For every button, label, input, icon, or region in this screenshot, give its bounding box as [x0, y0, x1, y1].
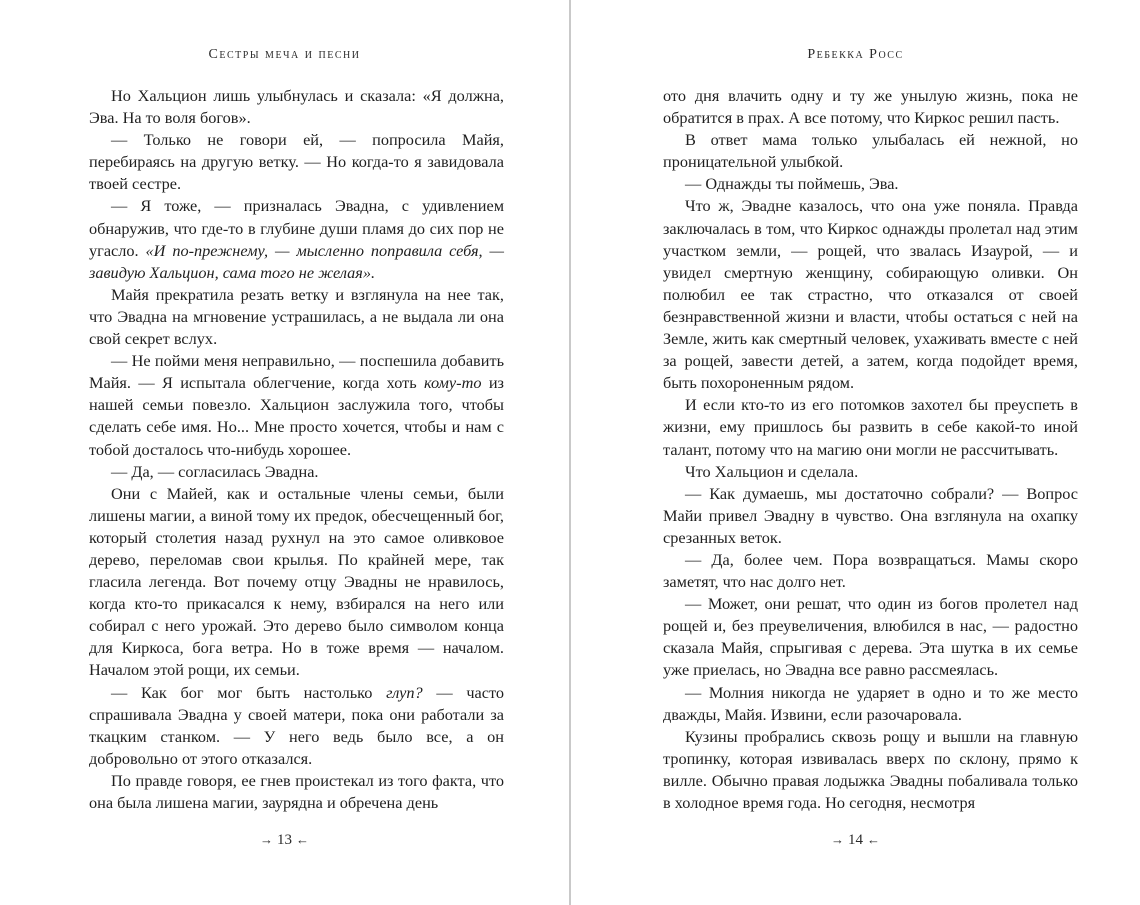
paragraph: ото дня влачить одну и ту же унылую жизнь, пока не обратится в прах. А все потому, что Киркос решил пасть.: [663, 86, 1078, 128]
paragraph: По правде говоря, ее гнев проистекал из того факта, что она была лишена магии, заурядна и обречена день: [89, 770, 504, 812]
running-head-right: Ребекка Росс: [807, 47, 904, 62]
paragraph: [89, 682, 504, 770]
page-number: 14: [848, 832, 863, 848]
paragraph: Кузины пробрались сквозь рощу и вышли на главную тропинку, которая извивалась вверх по склону, прямо к вилле. Обычно правая лодыжка Эвадны побаливала только в холодное время года. Но сегодня, несмотря: [663, 726, 1078, 812]
paragraph: — Как думаешь, мы достаточно собрали? — Вопрос Майи привел Эвадну в чувство. Она взглянула на охапку срезанных веток.: [663, 483, 1078, 547]
left-page-text: [89, 85, 504, 814]
page-number: 13: [277, 832, 292, 848]
paragraph: — Только не говори ей, — попросила Майя, перебираясь на другую ветку. — Но когда-то я завидовала твоей сестре.: [89, 130, 504, 194]
right-page-text: [663, 85, 1078, 814]
page-number-right: [571, 832, 1140, 849]
paragraph: — Молния никогда не ударяет в одно и то же место дважды, Майя. Извини, если разочаровала.: [663, 682, 1078, 724]
folio-arrow-left-icon: ←: [867, 832, 880, 847]
paragraph: Но Хальцион лишь улыбнулась и сказала: «Я должна, Эва. На то воля богов».: [89, 86, 504, 128]
paragraph: [89, 195, 504, 283]
italic-thought: «И по-прежнему, — мысленно поправила себя, — завидую Хальцион, сама того не желая».: [89, 240, 504, 282]
folio-arrow-left-icon: ←: [296, 832, 309, 847]
paragraph-text: — Как бог мог быть настолько: [111, 682, 373, 702]
paragraph: [89, 350, 504, 460]
paragraph: Майя прекратила резать ветку и взглянула на нее так, что Эвадна на мгновение устрашилась, а не выдала ли она свой секрет вслух.: [89, 284, 504, 349]
paragraph: — Да, — согласилась Эвадна.: [111, 461, 319, 481]
paragraph: — Может, они решат, что один из богов пролетел над рощей и, без преувеличения, влюбился в нас, — радостно сказала Майя, спрыгивая с дерева. Эта шутка в их семье уже приелась, но Эвадна все равно рассмеялась.: [663, 594, 1078, 680]
folio-arrow-right-icon: →: [260, 832, 273, 847]
paragraph: Что Хальцион и сделала.: [685, 461, 859, 481]
left-page: [0, 0, 569, 905]
paragraph: — Да, более чем. Пора возвращаться. Мамы скоро заметят, что нас долго нет.: [663, 549, 1078, 592]
paragraph: — Однажды ты поймешь, Эва.: [685, 174, 899, 194]
folio-arrow-right-icon: →: [831, 832, 844, 847]
paragraph-text: — Я тоже, — призналась Эвадна, с удивлением обнаружив, что где-то в глубине души пламя до сих пор не угасло.: [89, 196, 504, 260]
paragraph: В ответ мама только улыбалась ей нежной, но проницательной улыбкой.: [663, 130, 1078, 172]
paragraph: И если кто-то из его потомков захотел бы преуспеть в жизни, ему пришлось бы развить в себе какой-то иной талант, потому что на магию они могли не рассчитывать.: [663, 395, 1078, 459]
paragraph-text: — Не пойми меня неправильно, — поспешила добавить Майя. — Я испытала облегчение, когда хоть: [89, 351, 504, 393]
italic-word: глуп?: [386, 682, 423, 702]
paragraph-text: из нашей семьи повезло. Хальцион заслужила того, чтобы сделать себе имя. Но... Мне просто хочется, чтобы и нам с тобой досталось что-нибудь хорошее.: [89, 373, 504, 459]
paragraph: Что ж, Эвадне казалось, что она уже поняла. Правда заключалась в том, что Киркос однажды пролетал над этим участком земли, — рощей, что звалась Изаурой, — и увидел смертную женщину, собирающую оливки. Он полюбил ее так страстно, что отказался от своей безнравственной жизни и власти, чтобы остаться с ней на Земле, жить как смертный человек, ухаживать вместе с ней за рощей, завести детей, а затем, когда подойдет время, быть похороненным рядом.: [663, 196, 1078, 393]
right-page: [571, 0, 1140, 905]
page-number-left: [0, 832, 569, 849]
running-head-left: Сестры меча и песни: [208, 47, 361, 62]
paragraph: Они с Майей, как и остальные члены семьи, были лишены магии, а виной тому их предок, обесчещенный бог, который столетия назад рухнул на это самое оливковое дерево, переломав свои крылья. По крайней мере, так гласила легенда. Вот почему отцу Эвадны не нравилось, когда кто-то прикасался к нему, взбирался на него или собирал с него урожай. Это дерево было символом конца для Киркоса, бога ветра. Но в тоже время — началом. Началом этой рощи, их семьи.: [89, 483, 504, 680]
italic-word: кому-то: [424, 373, 482, 393]
paragraph-text: — часто спрашивала Эвадна у своей матери, пока они работали за ткацким станком. — У него ведь было все, а он добровольно от этого отказался.: [89, 682, 504, 768]
